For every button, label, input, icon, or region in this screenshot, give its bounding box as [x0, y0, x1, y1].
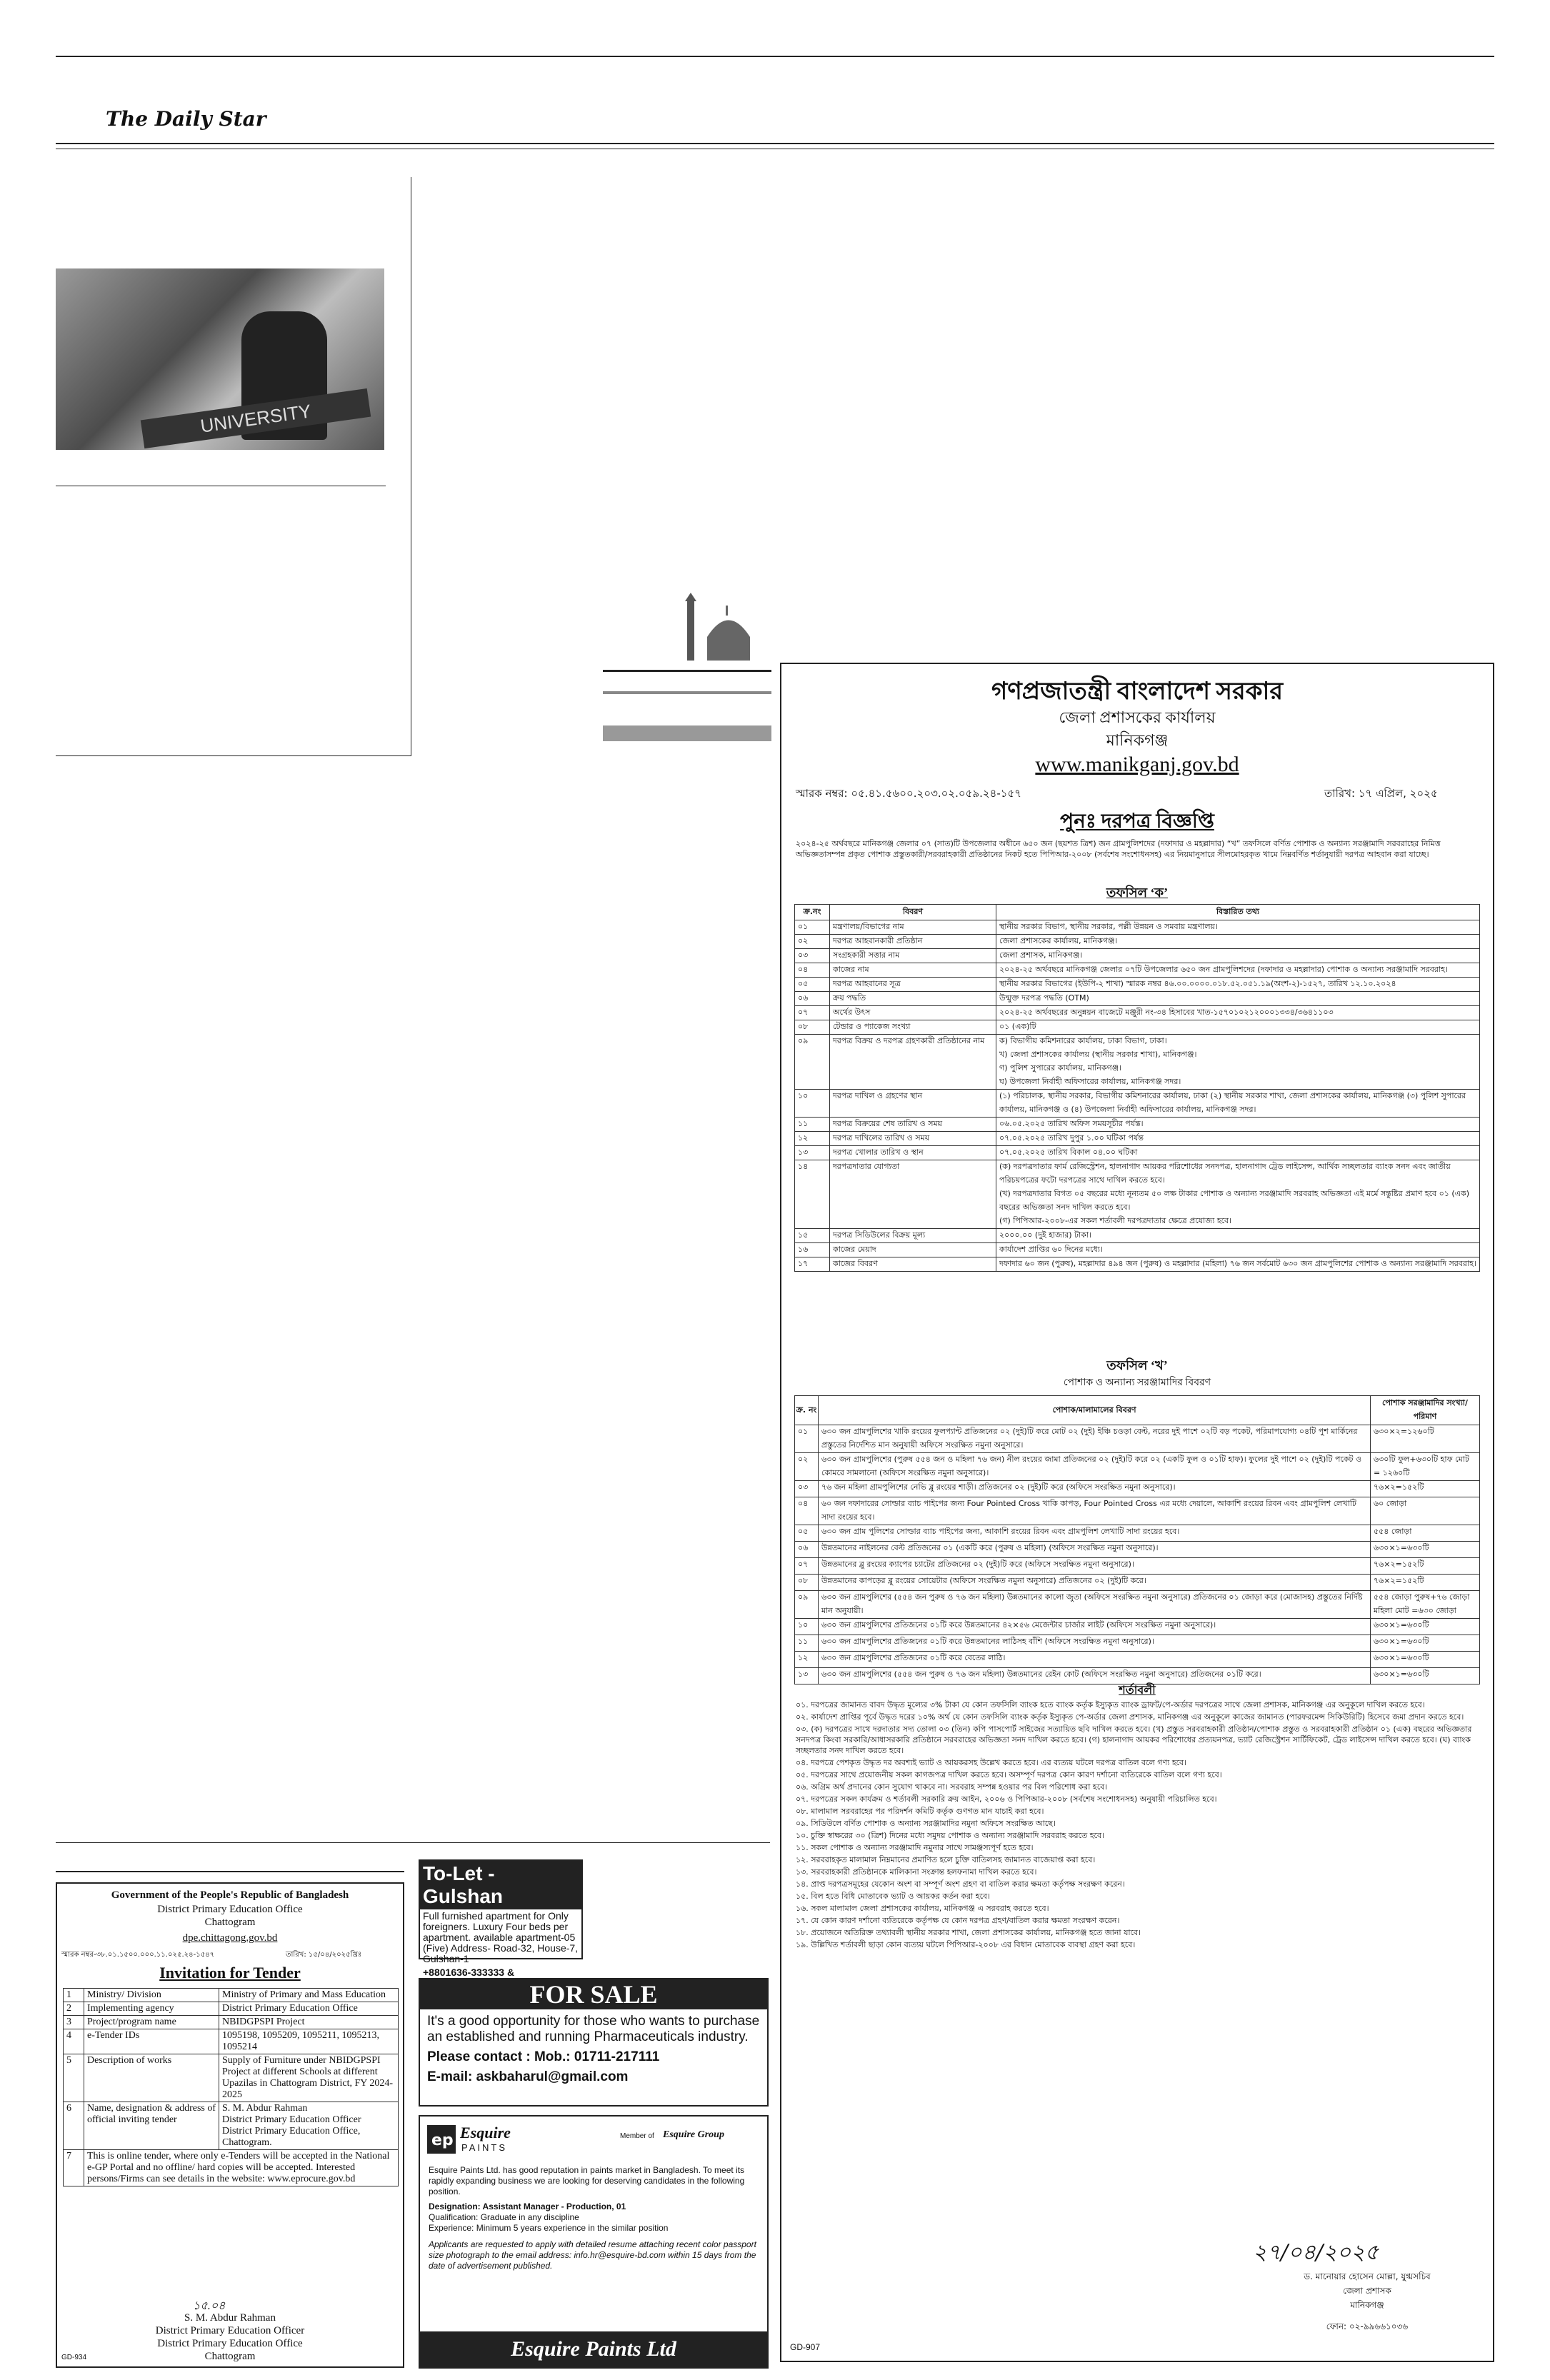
lt-cell-serial: 3 [64, 2016, 84, 2029]
table-kha-row [795, 1542, 1480, 1558]
esquire-ad [419, 2115, 769, 2369]
table-ka-cell-item: কাজের নাম [830, 963, 996, 978]
table-kha-row [795, 1453, 1480, 1481]
table-kha-cell-serial: ১৩ [795, 1668, 819, 1684]
left-bottom-rule [56, 755, 411, 756]
lt-cell-value: 1095198, 1095209, 1095211, 1095213, 1095214 [219, 2029, 399, 2054]
table-ka-row [795, 963, 1480, 978]
table-kha-cell-qty: ৬৩০টি ফুল+৬৩০টি হাফ মোট = ১২৬০টি [1371, 1453, 1480, 1481]
table-kha-cell-qty: ৫৫৪ জোড়া [1371, 1525, 1480, 1542]
table-kha-cell-serial: ১০ [795, 1619, 819, 1635]
condition-item: ১১. সকল পোশাক ও অন্যান্য সরঞ্জামাদি নমুনার সাথে সামঞ্জস্যপূর্ণ হতে হবে। [796, 1843, 1034, 1852]
forsale-body: It's a good opportunity for those who wants to purchase an established and running Pharmaceuticals industry. [427, 2014, 760, 2044]
table-kha-cell-item: উন্নতমানের নাইলনের বেল্ট প্রতিজনের ০১ (একটি করে (পুরুষ ও মহিলা) (অফিসে সংরক্ষিত নমুনা অনুসারে)। [819, 1542, 1371, 1558]
table-ka-row [795, 949, 1480, 963]
table-ka-cell-serial: ০৫ [795, 978, 830, 992]
lt-table-row [64, 2002, 399, 2016]
condition-item: ১০. চুক্তি স্বাক্ষরের ৩০ (ত্রিশ) দিনের মধ্যে সমুদয় পোশাক ও অন্যান্য সরঞ্জামাদি সরবরাহ করতে হবে। [796, 1831, 1105, 1840]
lt-gd-code: GD-934 [61, 2354, 87, 2361]
table-ka-cell-item: দরপত্র দাখিলের তারিখ ও সময় [830, 1132, 996, 1146]
lt-date: তারিখ: ১৫/০৪/২০২৫খ্রিঃ [286, 1951, 362, 1959]
table-ka-cell-detail: জেলা প্রশাসকের কার্যালয়, মানিকগঞ্জ। [996, 935, 1480, 949]
notice-title: পুনঃ দরপত্র বিজ্ঞপ্তি [1060, 810, 1214, 833]
table-kha-cell-serial: ০৭ [795, 1558, 819, 1575]
esquire-body [420, 2162, 767, 2274]
table-kha-cell-serial: ০৯ [795, 1591, 819, 1619]
table-ka-cell-serial: ০৭ [795, 1006, 830, 1020]
table-kha-cell-item: ৬৩০ জন গ্রামপুলিশের (পুরুষ ৫৫৪ জন ও মহিলা ৭৬ জন) নীল রংয়ের জামা প্রতিজনের ০২ (দুই)টি করে ০২ (একটি ফুল ও ০১টি হাফ)। ফুলের দুই পাশে ০২ (দুই)টি পকেট ও কোমরে সামলানো (অফিসে সংরক্ষিত নমুনা অনুসারে)। [819, 1453, 1371, 1481]
table-ka-row [795, 920, 1480, 935]
forsale-email: E-mail: askbaharul@gmail.com [427, 2069, 629, 2084]
esquire-designation: Designation: Assistant Manager - Production, 01 [429, 2201, 626, 2211]
table-ka-row [795, 992, 1480, 1006]
manikganj-tender-notice [780, 663, 1494, 2362]
table-kha-cell-item: ৬৩০ জন গ্রামপুলিশের প্রতিজনের ০১টি করে উন্নতমানের ৪২×৫৬ মেজেন্টার চার্জার লাইট (অফিসে সংরক্ষিত নমুনা অনুসারে)। [819, 1619, 1371, 1635]
table-kha-cell-item: ৭৬ জন মহিলা গ্রামপুলিশের নেভি ব্লু রংয়ের শাড়ী। প্রতিজনের ০২ (দুই)টি করে (অফিসে সংরক্ষিত নমুনা অনুসারে)। [819, 1481, 1371, 1497]
table-kha-row [795, 1575, 1480, 1591]
table-ka-row [795, 1035, 1480, 1090]
lt-cell-value: District Primary Education Office [219, 2002, 399, 2016]
lt-cell-label: Description of works [84, 2054, 219, 2102]
table-ka-cell-item: দরপত্র বিক্রয় ও দরপত্র গ্রহণকারী প্রতিষ্ঠানের নাম [830, 1035, 996, 1090]
table-kha-cell-qty: ৬৩০×১=৬৩০টি [1371, 1542, 1480, 1558]
lt-cell-serial: 4 [64, 2029, 84, 2054]
notice-signer-name: ড. মানোয়ার হোসেন মোল্লা, যুগ্মসচিব [1304, 2271, 1431, 2281]
table-ka-cell-item: ক্রয় পদ্ধতি [830, 992, 996, 1006]
table-ka-cell-serial: ০২ [795, 935, 830, 949]
table-kha-cell-serial: ০৪ [795, 1497, 819, 1525]
forsale-ad [419, 1978, 769, 2107]
condition-item: ০৩. (ক) দরপত্রের সাথে দরদাতার সদ্য তোলা ০৩ (তিন) কপি পাসপোর্ট সাইজের সত্যায়িত ছবি দাখিল করতে হবে। (খ) প্রস্তুত সরবরাহকারী প্রতিষ্ঠান/পোশাক প্রস্তুত ও সরবরাহকারী প্রতিষ্ঠান ০১ (এক) বছরের অভিজ্ঞতার সনদপত্র কিংবা সরকারি/আধাসরকারি প্রতিষ্ঠানে সরবরাহের অভিজ্ঞতা সনদ দাখিল করতে হবে। (গ) হালনাগাদ আয়কর পরিশোধের প্রত্যয়নপত্র, ভ্যাট রেজিস্ট্রেশন সার্টিফিকেট, ট্রেড লাইসেন্স দাখিল করতে হবে। (ঘ) ব্যাংক সচ্ছলতার সনদ দাখিল করতে হবে। [796, 1724, 1472, 1755]
section-bar-1 [603, 670, 771, 672]
table-kha-cell-item: ৬৩০ জন গ্রামপুলিশের প্রতিজনের ০১টি করে উন্নতমানের লাঠিসহ বাঁশি (অফিসে সংরক্ষিত নমুনা অনুসারে)। [819, 1635, 1371, 1652]
photo-banner: UNIVERSITY [141, 388, 371, 448]
table-ka-cell-item: দরপত্র বিক্রয়ের শেষ তারিখ ও সময় [830, 1118, 996, 1132]
table-ka [794, 904, 1480, 1272]
notice-date: তারিখ: ১৭ এপ্রিল, ২০২৫ [1324, 787, 1438, 800]
table-kha-row [795, 1619, 1480, 1635]
table-ka-cell-detail: ২০০০.০০ (দুই হাজার) টাকা। [996, 1229, 1480, 1243]
table-ka-cell-detail: ০৬.০৫.২০২৫ তারিখ অফিস সময়সূচীর পর্যন্ত। [996, 1118, 1480, 1132]
lt-cell-label: Implementing agency [84, 2002, 219, 2016]
table-ka-row [795, 1243, 1480, 1257]
top-rule [56, 56, 1494, 57]
esquire-experience: Experience: Minimum 5 years experience in the similar position [429, 2223, 669, 2233]
section-bar-2 [603, 691, 771, 694]
table-kha-cell-qty: ৬৩০×১=৬৩০টি [1371, 1668, 1480, 1684]
table-ka-cell-item: অর্থের উৎস [830, 1006, 996, 1020]
table-ka-cell-item: দরপত্র আহবানকারী প্রতিষ্ঠান [830, 935, 996, 949]
table-kha-row [795, 1425, 1480, 1453]
table-kha-cell-serial: ০৩ [795, 1481, 819, 1497]
notice-gd-code: GD-907 [790, 2342, 821, 2352]
lt-signature: ১৫.০৪ [193, 2300, 226, 2312]
condition-item: ১৬. সকল মালামাল জেলা প্রশাসকের কার্যালয়, মানিকগঞ্জ এ সরবরাহ করতে হবে। [796, 1904, 1049, 1913]
table-ka-cell-serial: ১২ [795, 1132, 830, 1146]
table-ka-cell-item: দরপত্র দাখিল ও গ্রহণের স্থান [830, 1090, 996, 1118]
table-kha-header [795, 1396, 1480, 1425]
table-kha-cell-item: ৬০ জন দফাদারের সোল্ডার ব্যাচ পাইপের জন্য Four Pointed Cross খাকি কাপড়, Four Pointed Cross এর মধ্যে দেয়ালে, আকাশি রংয়ের রিবন এবং গ্রামপুলিশ লেখাটি সাদা রংয়ের হবে। [819, 1497, 1371, 1525]
esquire-logo-text: Esquire [460, 2124, 511, 2142]
lt-table-row [64, 2054, 399, 2102]
table-ka-cell-serial: ১৬ [795, 1243, 830, 1257]
condition-item: ০৯. সিডিউলে বর্ণিত পোশাক ও অন্যান্য সরঞ্জামাদির নমুনা অফিসে সংরক্ষিত আছে। [796, 1819, 1056, 1828]
table-ka-cell-serial: ০১ [795, 920, 830, 935]
svg-text:ep: ep [431, 2132, 454, 2149]
table-ka-cell-serial: ১৭ [795, 1257, 830, 1272]
esquire-group-text: Esquire Group [663, 2129, 724, 2140]
lt-cell-serial: 1 [64, 1989, 84, 2002]
table-kha-cell-qty: ৭৬×২=১৫২টি [1371, 1481, 1480, 1497]
table-ka-cell-detail: (১) পরিচালক, স্থানীয় সরকার, বিভাগীয় কমিশনারের কার্যালয়, ঢাকা (২) স্থানীয় সরকার শাখা, জেলা প্রশাসকের কার্যালয়, মানিকগঞ্জ (৩) পুলিশ সুপারের কার্যালয়, মানিকগঞ্জ ও (৪) উপজেলা নির্বাহী অফিসারের কার্যালয়, মানিকগঞ্জ সদর। [996, 1090, 1480, 1118]
tolet-body: Full furnished apartment for Only foreigners. Luxury Four beds per apartment. available apartment-05 (Five) Address- Road-32, House-7, Gulshan-1 [423, 1910, 579, 1964]
table-ka-cell-item: টেন্ডার ও প্যাকেজ সংখ্যা [830, 1020, 996, 1035]
table-ka-cell-detail: স্থানীয় সরকার বিভাগের (ইউপি-২ শাখা) স্মারক নম্বর ৪৬.০০.০০০০.০১৮.৫২.০৫১.১৯(অংশ-২)-১৫২৭, তারিখ ১২.১০.২০২৪ [996, 978, 1480, 992]
lt-table-row [64, 2029, 399, 2054]
lt-cell-label: Ministry/ Division [84, 1989, 219, 2002]
table-kha-cell-qty: ৫৫৪ জোড়া পুরুষ+৭৬ জোড়া মহিলা মোট =৬৩০ জোড়া [1371, 1591, 1480, 1619]
condition-item: ১৯. উল্লিখিত শর্তাবলী ছাড়া কোন ব্যত্যয় ঘটলে পিপিআর-২০০৮ এর বিধান মোতাবেক ব্যবস্থা গ্রহণ করা হবে। [796, 1940, 1136, 1949]
lt-website[interactable]: dpe.chittagong.gov.bd [182, 1932, 278, 1944]
table-kha-cell-serial: ০১ [795, 1425, 819, 1453]
chattogram-tender-notice [56, 1882, 404, 2368]
table-ka-cell-item: কাজের মেয়াদ [830, 1243, 996, 1257]
table-ka-cell-item: সংগ্রহকারী সত্তার নাম [830, 949, 996, 963]
lt-cell-serial: 6 [64, 2102, 84, 2150]
lt-table-row [64, 2102, 399, 2150]
table-kha-row [795, 1558, 1480, 1575]
lt-table-row [64, 2016, 399, 2029]
notice-signature: ২৭/০৪/২০২৫ [1253, 2240, 1379, 2265]
notice-website[interactable]: www.manikganj.gov.bd [1035, 753, 1239, 776]
condition-item: ১৩. সরবরাহকারী প্রতিষ্ঠানকে মালিকানা সংক্রান্ত হলফনামা দাখিল করতে হবে। [796, 1867, 1037, 1877]
forsale-contact: Please contact : Mob.: 01711-217111 [427, 2049, 660, 2064]
notice-district: মানিকগঞ্জ [1106, 731, 1169, 749]
table-ka-cell-item: দরপত্র সিডিউলের বিক্রয় মূল্য [830, 1229, 996, 1243]
notice-signer-title: জেলা প্রশাসক [1343, 2286, 1391, 2296]
lt-gov: Government of the People's Republic of Bangladesh [111, 1889, 349, 1901]
esquire-footer: Esquire Paints Ltd [420, 2331, 767, 2367]
table-kha-cell-qty: ৬৩০×১=৬৩০টি [1371, 1635, 1480, 1652]
condition-item: ০৭. দরপত্রের সকল কার্যক্রম ও শর্তাবলী সরকারি ক্রয় আইন, ২০০৬ ও পিপিআর-২০০৮ (সর্বশেষ সংশোধনসহ) অনুযায়ী পরিচালিত হবে। [796, 1794, 1217, 1804]
table-kha-col-serial: ক্র. নং [795, 1396, 819, 1425]
table-ka-row [795, 1132, 1480, 1146]
table-kha-cell-qty: ৭৬×২=১৫২টি [1371, 1558, 1480, 1575]
condition-item: ০৮. মালামাল সরবরাহের পর পরিদর্শন কমিটি কর্তৃক গুণগত মান যাচাই করা হবে। [796, 1807, 1044, 1816]
table-kha-cell-item: ৬৩০ জন গ্রামপুলিশের প্রতিজনের ০১টি করে বেতের লাঠি। [819, 1652, 1371, 1668]
table-ka-cell-detail: স্থানীয় সরকার বিভাগ, স্থানীয় সরকার, পল্লী উন্নয়ন ও সমবায় মন্ত্রণালয়। [996, 920, 1480, 935]
table-ka-row [795, 1146, 1480, 1160]
table-ka-cell-detail: ২০২৪-২৫ অর্থবছরে মানিকগঞ্জ জেলার ০৭টি উপজেলার ৬৫০ জন গ্রামপুলিশদের (দফাদার ও মহল্লাদার) পোশাক ও অন্যান্য সরঞ্জামাদি সরবরাহ। [996, 963, 1480, 978]
condition-item: ১৮. প্রয়োজনে অতিরিক্ত তথ্যাবলী স্থানীয় সরকার শাখা, জেলা প্রশাসকের কার্যালয়, মানিকগঞ্জ হতে জানা যাবে। [796, 1928, 1141, 1937]
table-ka-cell-detail: কার্যাদেশ প্রাপ্তির ৬০ দিনের মধ্যে। [996, 1243, 1480, 1257]
table-ka-cell-serial: ১৫ [795, 1229, 830, 1243]
table-kha-cell-item: উন্নতমানের কাপড়ের ব্লু রংয়ের সোয়েটার (অফিসে সংরক্ষিত নমুনা অনুসারে) প্রতিজনের ০২ (দুই)টি করে। [819, 1575, 1371, 1591]
table-kha-cell-item: ৬৩০ জন গ্রামপুলিশের (৫৫৪ জন পুরুষ ও ৭৬ জন মহিলা) উন্নতমানের রেইন কোট (অফিসে সংরক্ষিত নমুনা অনুসারে) প্রতিজনের ০১টি করে। [819, 1668, 1371, 1684]
table-kha-cell-qty: ৬৩০×২=১২৬০টি [1371, 1425, 1480, 1453]
table-ka-cell-serial: ১১ [795, 1118, 830, 1132]
table-kha-row [795, 1635, 1480, 1652]
table-kha-cell-serial: ০৬ [795, 1542, 819, 1558]
table-kha-cell-serial: ১২ [795, 1652, 819, 1668]
tolet-ad [419, 1859, 583, 1978]
lt-signer-city: Chattogram [204, 2351, 256, 2362]
condition-item: ১২. সরবরাহকৃত মালামাল নিম্নমানের প্রমাণিত হলে চুক্তি বাতিলসহ জামানত বাজেয়াপ্ত করা হবে। [796, 1855, 1096, 1864]
table-ka-cell-item: দরপত্রদাতার যোগ্যতা [830, 1160, 996, 1229]
table-ka-row [795, 935, 1480, 949]
header-rule-1 [56, 143, 1494, 144]
condition-item: ০৬. অগ্রিম অর্থ প্রদানের কোন সুযোগ থাকবে না। সরবরাহ সম্পন্ন হওয়ার পর বিল পরিশোধ করা হবে। [796, 1782, 1108, 1792]
condition-item: ১৭. যে কোন কারণ দর্শানো ব্যতিরেকে কর্তৃপক্ষ যে কোন দরপত্র গ্রহণ/বাতিল করার ক্ষমতা সংরক্ষণ করেন। [796, 1916, 1120, 1925]
lt-memo: স্মারক নম্বর-৩৮.০১.১৫০০.০০০.১১.০২৫.২৪-১৫৪৭ [61, 1951, 215, 1959]
table-ka-header [795, 905, 1480, 920]
table-kha-cell-item: ৬৩০ জন গ্রাম পুলিশের সোল্ডার ব্যাচ পাইপের জন্য, আকাশি রংয়ের রিবন এবং গ্রামপুলিশ লেখাটি সাদা রংয়ের হবে। [819, 1525, 1371, 1542]
lt-cell-serial: 7 [64, 2150, 84, 2186]
table-ka-cell-item: দরপত্র আহবানের সূত্র [830, 978, 996, 992]
lt-office: District Primary Education Office [157, 1904, 303, 1915]
section-bar-3 [603, 725, 771, 741]
table-kha-row [795, 1481, 1480, 1497]
table-kha-row [795, 1525, 1480, 1542]
lt-signer-title2: District Primary Education Office [157, 2338, 303, 2349]
table-ka-cell-item: কাজের বিবরণ [830, 1257, 996, 1272]
lt-cell-value: S. M. Abdur Rahman District Primary Education Officer District Primary Education Office, Chattogram. [219, 2102, 399, 2150]
lt-cell-note: This is online tender, where only e-Tenders will be accepted in the National e-GP Portal and no offline/ hard copies will be accepted. Interested persons/Firms can see details in the website: www.eprocure.gov.bd [84, 2150, 399, 2186]
table-ka-cell-serial: ০৪ [795, 963, 830, 978]
esquire-apply: Applicants are requested to apply with detailed resume attaching recent color passport size photograph to the email address: info.hr@esquire-bd.com within 15 days from the date of advertisement published. [429, 2239, 756, 2271]
table-ka-cell-serial: ০৩ [795, 949, 830, 963]
notice-intro: ২০২৪-২৫ অর্থবছরে মানিকগঞ্জ জেলার ০৭ (সাত)টি উপজেলার অধীনে ৬৫০ জন (ছয়শত ত্রিশ) জন গ্রামপুলিশদের (দফাদার ও মহল্লাদার) “খ” তফসিলে বর্ণিত পোশাক ও অন্যান্য সরঞ্জামাদি সরবরাহের নিমিত্ত অভিজ্ঞতাসম্পন্ন প্রকৃত পোশাক প্রস্তুতকারী/সরবরাহকারী প্রতিষ্ঠানের নিকট হতে পিপিআর-২০০৮ (সর্বশেষ সংশোধনসহ) এর নিয়মানুসারে সীলমোহরকৃত খামে নিম্নবর্ণিত শর্তানুযায়ী দরপত্র আহবান করা যাচ্ছে। [796, 839, 1441, 859]
table-ka-cell-detail: জেলা প্রশাসক, মানিকগঞ্জ। [996, 949, 1480, 963]
masthead: The Daily Star [106, 107, 266, 131]
graduation-photo [56, 268, 384, 450]
esquire-qualification: Qualification: Graduate in any discipline [429, 2212, 579, 2222]
table-ka-cell-serial: ১০ [795, 1090, 830, 1118]
table-kha-col-qty: পোশাক সরঞ্জামাদির সংখ্যা/পরিমাণ [1371, 1396, 1480, 1425]
notice-memo: স্মারক নম্বর: ০৫.৪১.৫৬০০.২০৩.০২.০৫৯.২৪-১৫৭ [796, 787, 1021, 800]
table-ka-cell-serial: ০৬ [795, 992, 830, 1006]
table-kha-row [795, 1652, 1480, 1668]
table-ka-cell-detail: ০৭.০৫.২০২৫ তারিখ দুপুর ১.০০ ঘটিকা পর্যন্ত [996, 1132, 1480, 1146]
tolet-title: To-Let - Gulshan [420, 1861, 581, 1909]
table-ka-title: তফসিল ‘ক’ [1106, 885, 1169, 900]
table-kha-row [795, 1497, 1480, 1525]
lt-signer-name: S. M. Abdur Rahman [184, 2312, 276, 2324]
table-ka-cell-detail: ০১ (এক)টি [996, 1020, 1480, 1035]
lt-signer-title1: District Primary Education Officer [155, 2325, 305, 2336]
notice-office: জেলা প্রশাসকের কার্যালয় [1059, 708, 1216, 726]
table-ka-cell-detail: (ক) দরপত্রদাতার ফার্ম রেজিস্ট্রেশন, হালনাগাদ আয়কর পরিশোধের সনদপত্র, হালনাগাদ ট্রেড লাইসেন্স, আর্থিক সচ্ছলতার ব্যাংক সনদ এবং জাতীয় পরিচয়পত্রের ফটো দরপত্রের সাথে দাখিল করতে হবে। (খ) দরপত্রদাতার বিগত ০৫ বছরের মধ্যে নূন্যতম ৫০ লক্ষ টাকার পোশাক ও অন্যান্য সরঞ্জামাদি সরবরাহ অভিজ্ঞতা এই মর্মে সন্তুষ্টির প্রমাণ হবে ০১ (এক) বছরের অভিজ্ঞতা সনদ দাখিল করতে হবে। (গ) পিপিআর-২০০৮-এর সকল শর্তাবলী দরপত্রদাতার ক্ষেত্রে প্রযোজ্য হবে। [996, 1160, 1480, 1229]
table-ka-cell-item: মন্ত্রণালয়/বিভাগের নাম [830, 920, 996, 935]
lt-cell-serial: 5 [64, 2054, 84, 2102]
table-ka-cell-detail: ক) বিভাগীয় কমিশনারের কার্যালয়, ঢাকা বিভাগ, ঢাকা। খ) জেলা প্রশাসকের কার্যালয় (স্থানীয় সরকার শাখা), মানিকগঞ্জ। গ) পুলিশ সুপারের কার্যালয়, মানিকগঞ্জ। ঘ) উপজেলা নির্বাহী অফিসারের কার্যালয়, মানিকগঞ্জ সদর। [996, 1035, 1480, 1090]
condition-item: ১৪. প্রাপ্ত দরপত্রসমূহের যেকোন অংশ বা সম্পূর্ণ অংশ গ্রহণ বা বাতিল করার ক্ষমতা কর্তৃপক্ষ সংরক্ষণ করেন। [796, 1879, 1125, 1889]
table-ka-row [795, 978, 1480, 992]
esquire-logo [427, 2122, 549, 2158]
table-ka-row [795, 1006, 1480, 1020]
lt-cell-serial: 2 [64, 2002, 84, 2016]
condition-item: ০৫. দরপত্রের সাথে প্রয়োজনীয় সকল কাগজপত্র দাখিল করতে হবে। অসম্পূর্ণ দরপত্র কোন কারণ দর্শানো ব্যতিরেকে বাতিল বলে গণ্য হবে। [796, 1770, 1222, 1779]
table-kha-col-item: পোশাক/মালামালের বিবরণ [819, 1396, 1371, 1425]
esquire-logo-sub: PAINTS [461, 2142, 507, 2153]
table-kha-cell-serial: ০২ [795, 1453, 819, 1481]
condition-item: ০৪. দরপত্রে পেশকৃত উদ্ধৃত দর অবশ্যই ভ্যাট ও আয়করসহ উল্লেখ করতে হবে। এর ব্যত্যয় ঘটলে দরপত্র বাতিল বলে গণ্য হবে। [796, 1758, 1187, 1767]
table-ka-cell-serial: ০৮ [795, 1020, 830, 1035]
table-ka-row [795, 1257, 1480, 1272]
table-ka-cell-detail: ০৭.০৫.২০২৫ তারিখ বিকাল ০৪.০০ ঘটিকা [996, 1146, 1480, 1160]
condition-item: ১৫. বিল হতে বিধি মোতাবেক ভ্যাট ও আয়কর কর্তন করা হবে। [796, 1892, 991, 1901]
table-kha-cell-qty: ৬০ জোড়া [1371, 1497, 1480, 1525]
bottom-left-rule-1 [56, 1842, 770, 1843]
table-kha-cell-qty: ৭৬×২=১৫২টি [1371, 1575, 1480, 1591]
conditions-list [796, 1699, 1480, 1952]
lt-cell-value: NBIDGPSPI Project [219, 2016, 399, 2029]
tolet-phones: +8801636-333333 & [423, 1967, 515, 1978]
lt-title: Invitation for Tender [159, 1964, 301, 1982]
lt-table [63, 1988, 399, 2186]
table-ka-cell-detail: দফাদার ৬০ জন (পুরুষ), মহল্লাদার ৪৯৪ জন (পুরুষ) ও মহল্লাদার (মহিলা) ৭৬ জন সর্বমোট ৬৩০ জন গ্রামপুলিশের পোশাক ও অন্যান্য সরঞ্জামাদি সরবরাহ। [996, 1257, 1480, 1272]
table-kha-cell-serial: ০৮ [795, 1575, 819, 1591]
esquire-member-text: Member of [620, 2132, 654, 2140]
table-kha-cell-item: ৬৩০ জন গ্রামপুলিশের খাকি রংয়ের ফুলপ্যান্ট প্রতিজনের ০২ (দুই)টি করে মোট ০২ (দুই) ইঞ্চি চওড়া বেল্ট, নরের দুই পাশে ০২টি বড় পকেট, পরিমাপযোগ্য ০৪টি পুশ মার্কিনের প্রস্তুতের নির্দেশিত মান অনুযায়ী অফিসে সংরক্ষিত নমুনা অনুসারে। [819, 1425, 1371, 1453]
table-ka-row [795, 1160, 1480, 1229]
table-kha-title: তফসিল ‘খ’ [1106, 1358, 1168, 1372]
table-ka-row [795, 1229, 1480, 1243]
table-kha [794, 1395, 1480, 1684]
table-ka-cell-serial: ০৯ [795, 1035, 830, 1090]
esquire-intro: Esquire Paints Ltd. has good reputation in paints market in Bangladesh. To meet its rapidly expanding business we are looking for deserving candidates in the following position. [429, 2165, 745, 2196]
lt-table-row [64, 1989, 399, 2002]
table-ka-col-serial: ক্র.নং [795, 905, 830, 920]
lt-table-row [64, 2150, 399, 2186]
notice-gov: গণপ্রজাতন্ত্রী বাংলাদেশ সরকার [991, 678, 1284, 705]
table-kha-row [795, 1591, 1480, 1619]
lt-cell-label: e-Tender IDs [84, 2029, 219, 2054]
table-kha-cell-qty: ৬৩০×১=৬৩০টি [1371, 1652, 1480, 1668]
table-ka-row [795, 1020, 1480, 1035]
mosque-icon [679, 593, 764, 664]
lt-cell-value: Ministry of Primary and Mass Education [219, 1989, 399, 2002]
condition-item: ০২. কার্যাদেশ প্রাপ্তির পূর্বে উদ্ধৃত দরের ১০% অর্থ যে কোন তফসিলি ব্যাংক কর্তৃক ইস্যুকৃত পে-অর্ডার জেলা প্রশাসক, মানিকগঞ্জ এর অনুকূলে কাজের জামানত (পারফরমেন্স সিকিউরিটি) হিসেবে জমা প্রদান করতে হবে। [796, 1712, 1464, 1722]
notice-signer-district: মানিকগঞ্জ [1350, 2300, 1384, 2310]
lt-city: Chattogram [204, 1917, 256, 1928]
table-kha-subtitle: পোশাক ও অন্যান্য সরঞ্জামাদির বিবরণ [1063, 1377, 1211, 1388]
table-ka-col-item: বিবরণ [830, 905, 996, 920]
lt-cell-label: Name, designation & address of official inviting tender [84, 2102, 219, 2150]
conditions-title: শর্তাবলী [1119, 1684, 1156, 1697]
table-ka-cell-serial: ১৪ [795, 1160, 830, 1229]
lt-cell-label: Project/program name [84, 2016, 219, 2029]
table-kha-cell-qty: ৬৩০×১=৬৩০টি [1371, 1619, 1480, 1635]
table-ka-cell-detail: ২০২৪-২৫ অর্থবছরের অনুন্নয়ন বাজেটে মঞ্জুরী নং-৩৪ হিসাবের খাত-১৫৭০১০২১২০০০১৩৩৪/৩৬৪১১০৩ [996, 1006, 1480, 1020]
table-kha-cell-item: ৬৩০ জন গ্রামপুলিশের (৫৫৪ জন পুরুষ ও ৭৬ জন মহিলা) উন্নতমানের কালো জুতা (অফিসে সংরক্ষিত নমুনা অনুসারে) প্রতিজনের ০১ জোড়া করে (মোজাসহ) প্রস্তুতের নির্দিষ্ট মান অনুযায়ী। [819, 1591, 1371, 1619]
table-kha-cell-serial: ০৫ [795, 1525, 819, 1542]
table-kha-cell-serial: ১১ [795, 1635, 819, 1652]
lt-cell-value: Supply of Furniture under NBIDGPSPI Project at different Schools at different Upazilas in Chattogram District, FY 2024-2025 [219, 2054, 399, 2102]
forsale-title: FOR SALE [420, 1979, 767, 2009]
table-ka-row [795, 1090, 1480, 1118]
bottom-left-rule-2 [56, 1871, 404, 1872]
condition-item: ০১. দরপত্রের জামানত বাবদ উদ্ধৃত মূল্যের ৩% টাকা যে কোন তফসিলি ব্যাংক হতে ব্যাংক কর্তৃক ইস্যুকৃত ব্যাংক ড্রাফট/পে-অর্ডার দরপত্রের সাথে জেলা প্রশাসক, মানিকগঞ্জ এর অনুকূলে দাখিল করতে হবে। [796, 1700, 1425, 1709]
notice-signer-phone: ফোন: ০২-৯৯৬৬১০৩৬ [1326, 2321, 1409, 2331]
table-kha-cell-item: উন্নতমানের ব্লু রংয়ের ক্যাপের চ্যাটের প্রতিজনের ০২ (দুই)টি করে (অফিসে সংরক্ষিত নমুনা অনুসারে)। [819, 1558, 1371, 1575]
esquire-logo-mark-icon [427, 2125, 456, 2154]
table-ka-cell-serial: ১৩ [795, 1146, 830, 1160]
table-ka-cell-item: দরপত্র খোলার তারিখ ও স্থান [830, 1146, 996, 1160]
table-ka-col-detail: বিস্তারিত তথ্য [996, 905, 1480, 920]
table-ka-row [795, 1118, 1480, 1132]
table-ka-cell-detail: উন্মুক্ত দরপত্র পদ্ধতি (OTM) [996, 992, 1480, 1006]
